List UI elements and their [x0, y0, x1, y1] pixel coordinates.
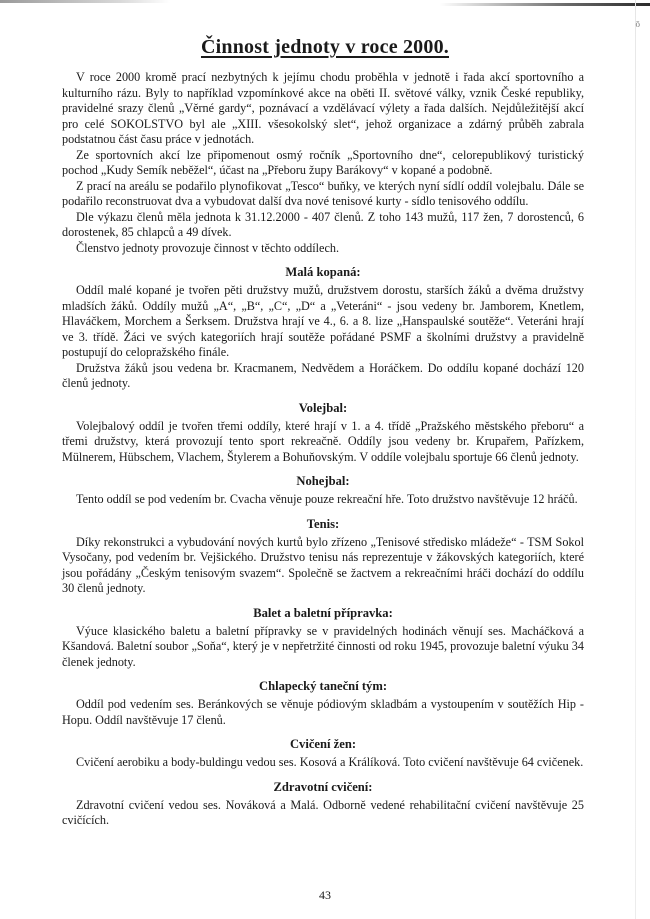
section-zdravotni-cviceni: [62, 780, 584, 829]
page-number: 43: [319, 888, 331, 902]
intro-paragraph: Dle výkazu členů měla jednota k 31.12.2000 - 407 členů. Z toho 143 mužů, 117 žen, 7 dorostenců, 6 dorostenek, 85 chlapců a 49 dívek.: [62, 209, 584, 239]
scan-fold-line: [635, 0, 636, 919]
section-cviceni-zen: [62, 737, 584, 771]
scan-edge-artifact: [440, 3, 650, 6]
section-paragraph: Družstva žáků jsou vedena br. Kracmanem, Nedvědem a Horáčkem. Do oddílu kopané dochází 120 členů jednoty.: [62, 360, 584, 390]
section-paragraph: Tento oddíl se pod vedením br. Cvacha věnuje pouze rekreační hře. Toto družstvo navštěvuje 12 hráčů.: [76, 492, 578, 506]
section-balet: [62, 606, 584, 671]
section-heading: Balet a baletní přípravka:: [253, 605, 393, 620]
section-heading: Volejbal:: [298, 400, 348, 415]
section-heading: Nohejbal:: [296, 474, 350, 488]
section-volejbal: [62, 401, 584, 466]
intro-section: [62, 70, 584, 256]
page-title: Činnost jednoty v roce 2000.: [200, 36, 449, 58]
section-tenis: [62, 517, 584, 597]
section-paragraph: Díky rekonstrukci a vybudování nových kurtů bylo zřízeno „Tenisové středisko mládeže“ - TSM Sokol Vysočany, pod vedením br. Vejšického. Družstvo tenisu nás reprezentuje v žákovských kategoriích, které jsou pořádány „Českým tenisovým svazem“. Společně se žactvem a rekreačními hráči dochází do oddílu 30 členů jednoty.: [62, 534, 584, 595]
section-paragraph: Zdravotní cvičení vedou ses. Nováková a Malá. Odborně vedené rehabilitační cvičení navštěvuje 25 cvičících.: [62, 797, 584, 827]
section-heading: Tenis:: [306, 516, 340, 531]
section-paragraph: Výuce klasického baletu a baletní přípravky se v pravidelných hodinách věnují ses. Macháčková a Kšandová. Baletní soubor „Soňa“, který je v nepřetržité činnosti od roku 1945, provozuje baletní výuku 34 členek jednoty.: [62, 623, 584, 669]
section-paragraph: Volejbalový oddíl je tvořen třemi oddíly, které hrají v 1. a 4. třídě „Pražského městského přeboru“ a třemi družstvy, která provozují tento sport rekreačně. Oddíly jsou vedeny br. Krupařem, Pařízkem, Mülnerem, Hübschem, Vlachem, Štylerem a Bohuňovským. V oddíle volejbalu sportuje 66 členů jednoty.: [62, 418, 584, 464]
stray-mark: ō: [635, 19, 640, 29]
section-paragraph: Cvičení aerobiku a body-buldingu vedou ses. Kosová a Králíková. Toto cvičení navštěvuje 64 cvičenek.: [76, 755, 584, 769]
document-body: [62, 70, 584, 829]
section-heading: Chlapecký taneční tým:: [258, 679, 388, 693]
section-paragraph: Oddíl pod vedením ses. Beránkových se věnuje pódiovým skladbám a vystoupením v soutěžích Hip - Hopu. Oddíl navštěvuje 17 členů.: [62, 697, 584, 727]
section-chlapecky-tanecni-tym: [62, 679, 584, 728]
scan-edge-artifact: [0, 0, 170, 3]
section-paragraph: Oddíl malé kopané je tvořen pěti družstvy mužů, družstvem dorostu, starších žáků a dvěma družstvy mladších žáků. Oddíly mužů „A“, „B“, „C“, „D“ a „Veteráni“ - jsou vedeny br. Jamborem, Knetlem, Hlaváčkem, Morchem a Šerksem. Družstva hrají ve 4., 6. a 8. lize „Hanspaulské soutěže“. Veteráni hrají ve 3. třídě. Žáci ve svých kategoriích hrají soutěže pořádané PSMF a školními družstvy a pravidelně postupují do celopražského finále.: [62, 283, 584, 359]
intro-paragraph: Členstvo jednoty provozuje činnost v těchto oddílech.: [76, 240, 339, 255]
section-heading: Malá kopaná:: [285, 265, 361, 279]
intro-paragraph: V roce 2000 kromě prací nezbytných k jejímu chodu proběhla v jednotě i řada akcí sportovního a kulturního rázu. Byly to například vzpomínkové akce na oběti II. světové války, vznik České republiky, pravidelné srazy členů „Věrné gardy“, poznávací a vzdělávací výlety a řada dalších. Nejdůležitější akcí pro celé SOKOLSTVO byl ale „XIII. všesokolský slet“, jehož organizace a zdárný průběh zabrala podstatnou část času práce v jednotách.: [62, 70, 584, 146]
section-heading: Cvičení žen:: [289, 737, 357, 751]
section-nohejbal: [62, 474, 584, 508]
intro-paragraph: Ze sportovních akcí lze připomenout osmý ročník „Sportovního dne“, celorepublikový turistický pochod „Kudy Semík neběžel“, účast na „Přeboru župy Barákovy“ v kopané a podobně.: [62, 147, 584, 177]
intro-paragraph: Z prací na areálu se podařilo plynofikovat „Tesco“ buňky, ve kterých nyní sídlí oddíl volejbalu. Dále se podařilo reconstruovat dva a vybudovat další dva nové tenisové kurty - sídlo tenisového oddílu.: [62, 178, 584, 208]
section-mala-kopana: [62, 265, 584, 392]
section-heading: Zdravotní cvičení:: [273, 779, 373, 794]
